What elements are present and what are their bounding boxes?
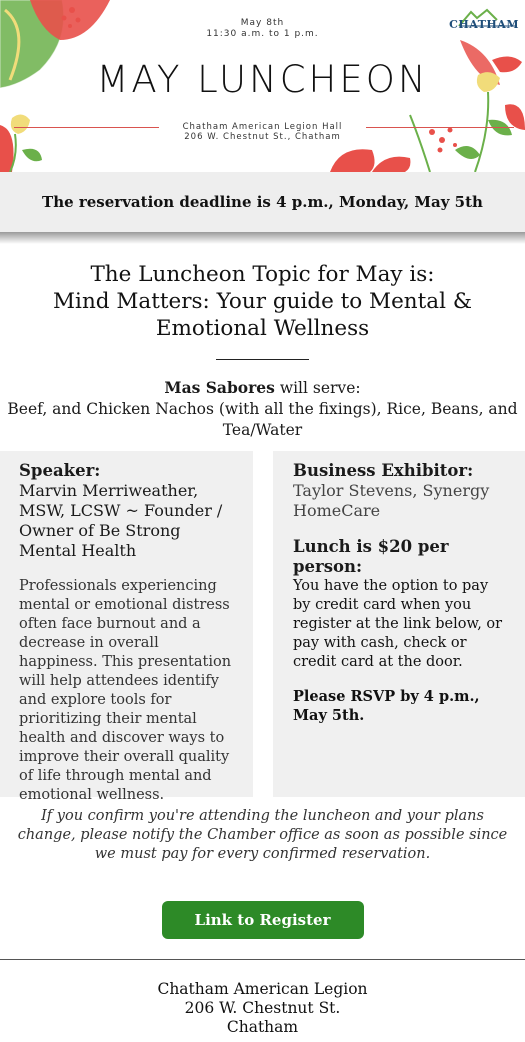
speaker-name: Marvin Merriweather, MSW, LCSW ~ Founder / Owner of Be Strong Mental Health [19, 481, 223, 560]
rsvp-text: Please RSVP by 4 p.m., May 5th. [293, 688, 480, 724]
shadow-divider [0, 232, 525, 244]
cancellation-notice: If you confirm you're attending the luncheon and your plans change, please notify the Chamber office as soon as possible since we must pay for every confirmed reservation. [17, 808, 508, 862]
serve-verb: will serve: [274, 379, 361, 397]
topic-intro: The Luncheon Topic for May is: [90, 262, 435, 287]
event-time-line: 11:30 a.m. to 1 p.m. [206, 29, 319, 39]
lunch-price-heading: Lunch is $20 per person: [293, 537, 449, 576]
exhibitor-heading: Business Exhibitor: [293, 461, 474, 480]
register-button[interactable]: Link to Register [162, 901, 364, 939]
reservation-deadline: The reservation deadline is 4 p.m., Monday, May 5th [0, 172, 525, 232]
speaker-panel [0, 451, 253, 803]
caterer-name: Mas Sabores [164, 378, 275, 397]
speaker-description: Professionals experiencing mental or emotional distress often face burnout and a decrease in overall happiness. This presentation will help attendees identify and explore tools for prioritizing their mental health and discover ways to improve their overall quality of life through mental and emotional wellness. [19, 578, 232, 803]
event-banner [0, 0, 525, 172]
logo-text: CHATHAM [449, 18, 519, 31]
details-columns [0, 451, 525, 803]
menu-items: Beef, and Chicken Nachos (with all the fixings), Rice, Beans, and Tea/Water [7, 400, 518, 439]
footer-address [0, 980, 525, 1037]
footer-street: 206 W. Chestnut St. [184, 999, 341, 1017]
chamber-logo [449, 8, 519, 31]
speaker-heading: Speaker: [19, 461, 101, 480]
luncheon-topic [0, 261, 525, 342]
venue-address: 206 W. Chestnut St., Chatham [184, 132, 341, 142]
footer-divider [0, 959, 525, 960]
info-panel [273, 451, 525, 797]
exhibitor-name: Taylor Stevens, Synergy HomeCare [293, 481, 490, 520]
topic-title: Mind Matters: Your guide to Mental & Emotional Wellness [53, 289, 472, 341]
venue-name: Chatham American Legion Hall [182, 122, 343, 132]
menu-section [0, 377, 525, 441]
footer-venue: Chatham American Legion [157, 980, 368, 998]
event-venue [0, 122, 525, 142]
lunch-payment-text: You have the option to pay by credit card when you register at the link below, or pay with cash, check or credit card at the door. [293, 578, 503, 670]
event-date-line: May 8th [240, 18, 285, 28]
event-date [0, 18, 525, 40]
event-title: MAY LUNCHEON [96, 58, 429, 101]
topic-rule [216, 359, 309, 360]
footer-city: Chatham [226, 1018, 299, 1036]
